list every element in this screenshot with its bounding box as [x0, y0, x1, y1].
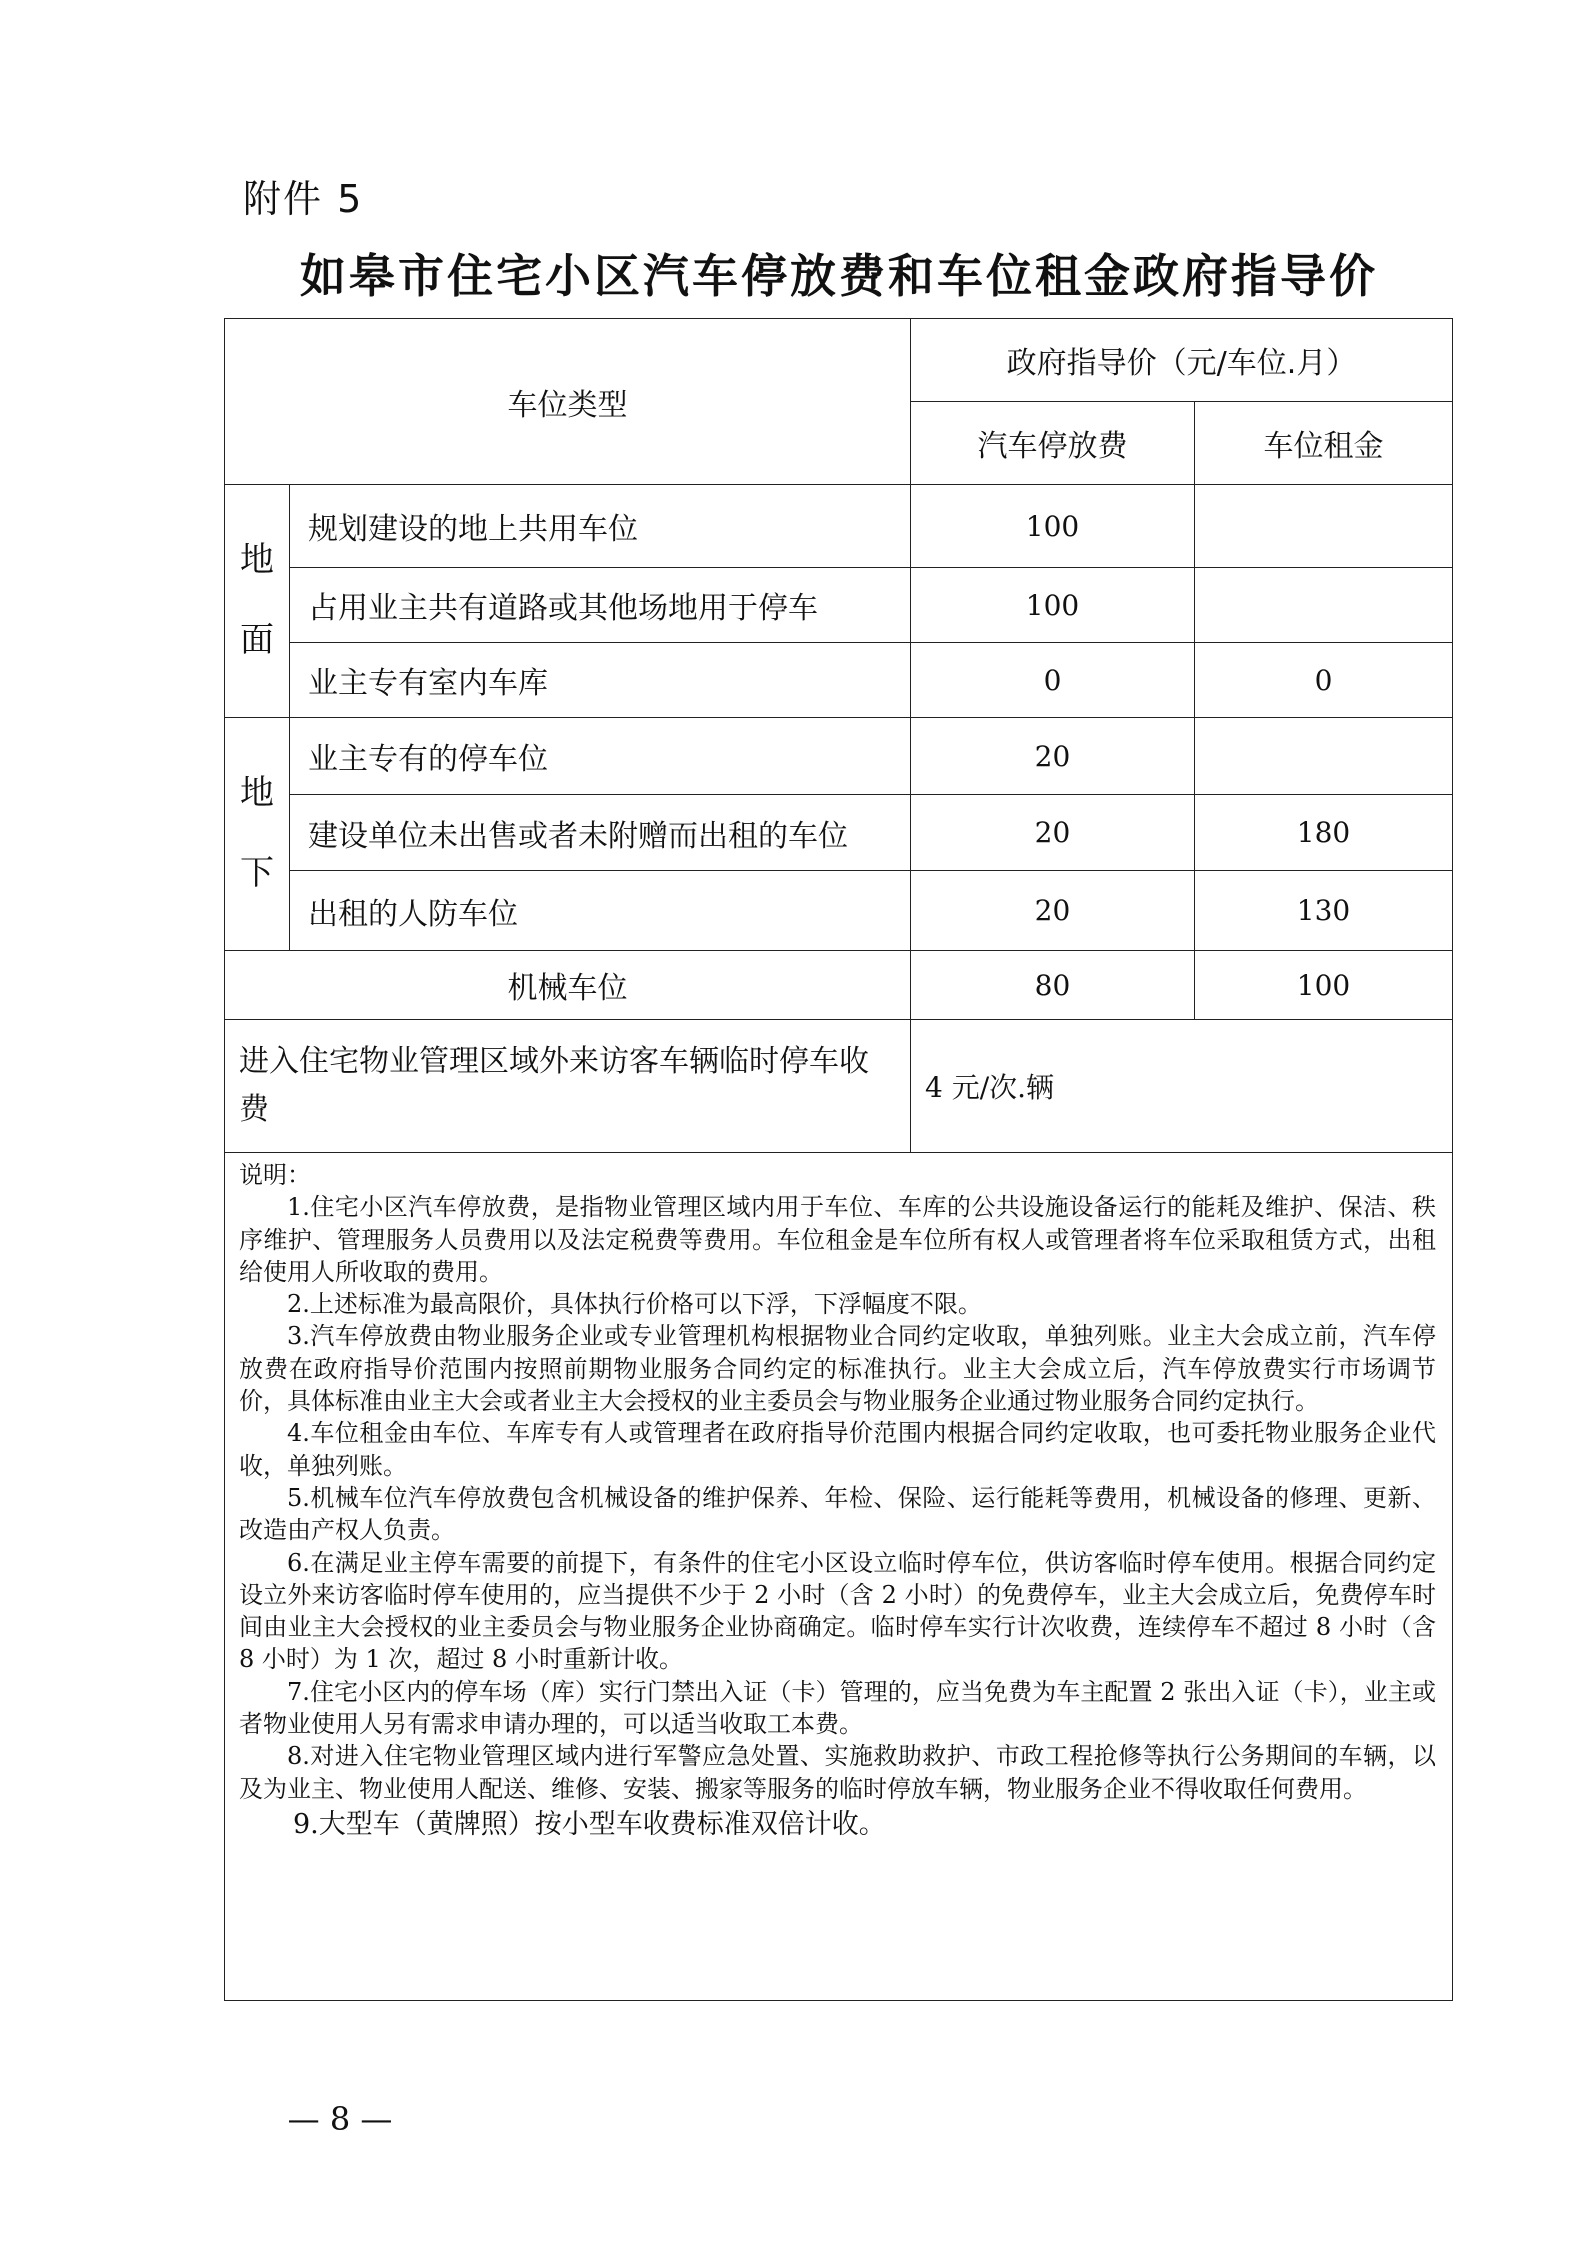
table-row	[225, 871, 1453, 951]
note-item: 9.大型车（黄牌照）按小型车收费标准双倍计收。	[293, 1808, 886, 1840]
row-label: 业主专有的停车位	[290, 718, 911, 795]
group-ground: 地 面	[225, 485, 290, 718]
row-label: 业主专有室内车库	[290, 643, 911, 718]
type-header: 车位类型	[225, 319, 911, 485]
parking-fee-cell: 20	[911, 871, 1195, 951]
rent-cell: 180	[1195, 795, 1453, 871]
visitor-price: 4 元/次.辆	[911, 1020, 1453, 1153]
page-number: — 8 —	[287, 2100, 393, 2138]
table-row	[225, 795, 1453, 871]
visitor-label: 进入住宅物业管理区域外来访客车辆临时停车收费	[225, 1020, 911, 1153]
table-row	[225, 568, 1453, 643]
price-table	[224, 318, 1453, 2001]
table-row	[225, 643, 1453, 718]
attachment-label: 附件 5	[243, 177, 364, 221]
row-label: 规划建设的地上共用车位	[290, 485, 911, 568]
parking-fee-header: 汽车停放费	[911, 402, 1195, 485]
price-header: 政府指导价（元/车位.月）	[911, 319, 1453, 402]
rent-header: 车位租金	[1195, 402, 1453, 485]
page-title: 如皋市住宅小区汽车停放费和车位租金政府指导价	[300, 249, 1378, 303]
rent-cell	[1195, 485, 1453, 568]
note-item: 2.上述标准为最高限价，具体执行价格可以下浮，下浮幅度不限。	[287, 1290, 982, 1319]
note-item: 7.住宅小区内的停车场（库）实行门禁出入证（卡）管理的，应当免费为车主配置 2 张出入证（卡），业主或者物业使用人另有需求申请办理的，可以适当收取工本费。	[239, 1677, 1436, 1739]
rent-cell	[1195, 718, 1453, 795]
rent-cell: 100	[1195, 951, 1453, 1020]
note-item: 8.对进入住宅物业管理区域内进行军警应急处置、实施救助救护、市政工程抢修等执行公务期间的车辆，以及为业主、物业使用人配送、维修、安装、搬家等服务的临时停放车辆，物业服务企业不得收取任何费用。	[239, 1742, 1436, 1803]
table-row	[225, 485, 1453, 568]
row-label: 建设单位未出售或者未附赠而出租的车位	[290, 795, 911, 871]
group-underground: 地 下	[225, 718, 290, 951]
parking-fee-cell: 20	[911, 795, 1195, 871]
note-item: 6.在满足业主停车需要的前提下，有条件的住宅小区设立临时停车位，供访客临时停车使用。根据合同约定设立外来访客临时停车使用的，应当提供不少于 2 小时（含 2 小时）的免费停车，业主大会成立后，免费停车时间由业主大会授权的业主委员会与物业服务企业协商确定。临时停车实行计次收费，连续停车不超过 8 小时（含 8 小时）为 1 次，超过 8 小时重新计收。	[239, 1548, 1436, 1674]
rent-cell	[1195, 568, 1453, 643]
table-row-visitor	[225, 1020, 1453, 1153]
parking-fee-cell: 80	[911, 951, 1195, 1020]
row-label: 占用业主共有道路或其他场地用于停车	[290, 568, 911, 643]
note-item: 5.机械车位汽车停放费包含机械设备的维护保养、年检、保险、运行能耗等费用，机械设备的修理、更新、改造由产权人负责。	[239, 1483, 1436, 1545]
rent-cell: 130	[1195, 871, 1453, 951]
parking-fee-cell: 20	[911, 718, 1195, 795]
note-item: 4.车位租金由车位、车库专有人或管理者在政府指导价范围内根据合同约定收取，也可委托物业服务企业代收，单独列账。	[239, 1419, 1436, 1480]
row-label: 出租的人防车位	[290, 871, 911, 951]
mechanical-label: 机械车位	[225, 951, 911, 1020]
parking-fee-cell: 100	[911, 568, 1195, 643]
table-row-mechanical	[225, 951, 1453, 1020]
parking-fee-cell: 0	[911, 643, 1195, 718]
table-row	[225, 718, 1453, 795]
note-item: 3.汽车停放费由物业服务企业或专业管理机构根据物业合同约定收取，单独列账。业主大会成立前，汽车停放费在政府指导价范围内按照前期物业服务合同约定的标准执行。业主大会成立后，汽车停放费实行市场调节价，具体标准由业主大会或者业主大会授权的业主委员会与物业服务企业通过物业服务合同约定执行。	[239, 1322, 1436, 1416]
notes-section	[225, 1153, 1453, 2001]
notes-label: 说明：	[239, 1161, 311, 1189]
note-item: 1.住宅小区汽车停放费，是指物业管理区域内用于车位、车库的公共设施设备运行的能耗及维护、保洁、秩序维护、管理服务人员费用以及法定税费等费用。车位租金是车位所有权人或管理者将车位采取租赁方式，出租给使用人所收取的费用。	[239, 1193, 1436, 1286]
rent-cell: 0	[1195, 643, 1453, 718]
parking-fee-cell: 100	[911, 485, 1195, 568]
